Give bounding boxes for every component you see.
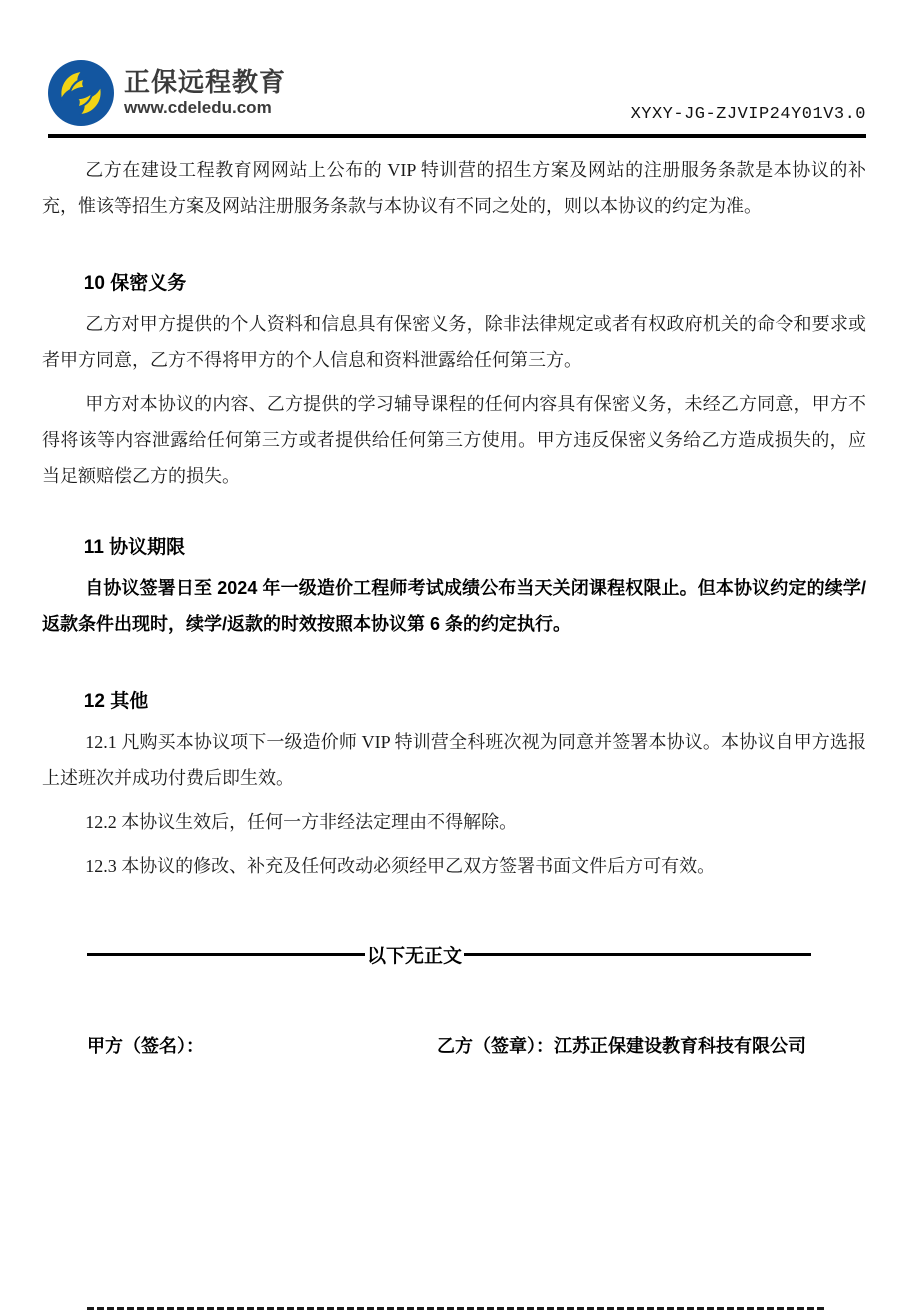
company-logo bbox=[48, 60, 286, 126]
divider-line-right bbox=[464, 953, 811, 956]
page-footer-dashed-line bbox=[87, 1307, 824, 1310]
section-12-heading: 12 其他 bbox=[83, 691, 149, 712]
section-12-paragraph-1: 12.1 凡购买本协议项下一级造价师 VIP 特训营全科班次视为同意并签署本协议。本协议自甲方选报上述班次并成功付费后即生效。 bbox=[42, 732, 866, 788]
section-10-heading: 10 保密义务 bbox=[83, 273, 187, 294]
section-12-paragraph-2: 12.2 本协议生效后，任何一方非经法定理由不得解除。 bbox=[85, 812, 518, 832]
section-10-paragraph-1: 乙方对甲方提供的个人资料和信息具有保密义务，除非法律规定或者有权政府机关的命令和要求或者甲方同意，乙方不得将甲方的个人信息和资料泄露给任何第三方。 bbox=[42, 314, 866, 370]
document-code: XYXY-JG-ZJVIP24Y01V3.0 bbox=[630, 105, 866, 124]
party-b-signature-label: 乙方（签章）：江苏正保建设教育科技有限公司 bbox=[437, 1036, 806, 1056]
document-body bbox=[42, 138, 866, 1058]
page-header bbox=[48, 0, 866, 138]
end-of-text-divider bbox=[87, 936, 811, 972]
end-of-text-label: 以下无正文 bbox=[367, 945, 463, 967]
section-10-paragraph-2: 甲方对本协议的内容、乙方提供的学习辅导课程的任何内容具有保密义务，未经乙方同意，甲方不得将该等内容泄露给任何第三方或者提供给任何第三方使用。甲方违反保密义务给乙方造成损失的，应当足额赔偿乙方的损失。 bbox=[42, 394, 866, 486]
party-a-signature-label: 甲方（签名）： bbox=[87, 1036, 204, 1056]
brand-name: 正保远程教育 bbox=[124, 67, 287, 98]
intro-paragraph: 乙方在建设工程教育网网站上公布的 VIP 特训营的招生方案及网站的注册服务条款是本协议的补充，惟该等招生方案及网站注册服务条款与本协议有不同之处的，则以本协议的约定为准。 bbox=[42, 160, 866, 216]
logo-swirl-icon bbox=[48, 60, 114, 126]
section-11-heading: 11 协议期限 bbox=[83, 537, 186, 558]
section-12-paragraph-3: 12.3 本协议的修改、补充及任何改动必须经甲乙双方签署书面文件后方可有效。 bbox=[85, 856, 716, 876]
logo-text bbox=[124, 68, 286, 117]
divider-line-left bbox=[87, 953, 365, 956]
signature-row bbox=[87, 1032, 866, 1058]
brand-website: www.cdeledu.com bbox=[124, 97, 272, 117]
section-11-paragraph-1: 自协议签署日至 2024 年一级造价工程师考试成绩公布当天关闭课程权限止。但本协议约定的续学/返款条件出现时，续学/返款的时效按照本协议第 6 条的约定执行。 bbox=[42, 578, 866, 634]
